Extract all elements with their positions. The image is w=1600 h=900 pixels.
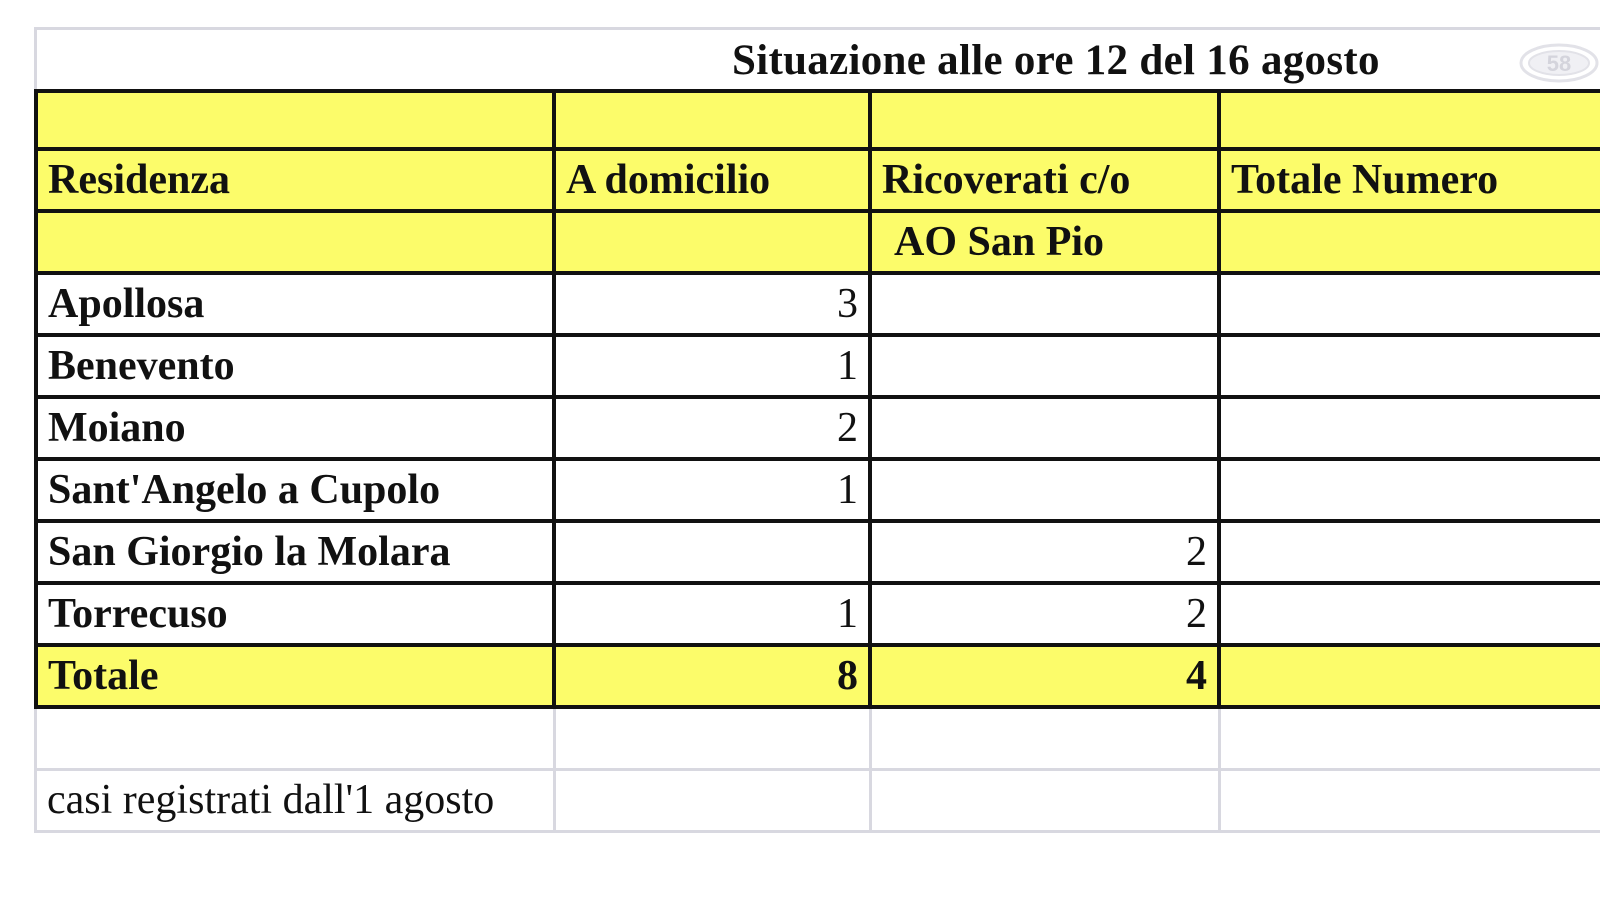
header-a-domicilio[interactable]: A domicilio	[556, 151, 872, 213]
header-cell-empty[interactable]	[34, 213, 556, 275]
table-row-totale[interactable]	[1221, 461, 1600, 523]
table-row-totale[interactable]	[1221, 585, 1600, 647]
header-totale-numero[interactable]: Totale Numero	[1221, 151, 1600, 213]
table-title: Situazione alle ore 12 del 16 agosto	[732, 37, 1380, 84]
table-row-ricoverati[interactable]: 2	[872, 523, 1221, 585]
totals-ricoverati[interactable]: 4	[872, 647, 1221, 709]
blank-header-cell[interactable]	[556, 89, 872, 151]
table-row-domicilio[interactable]: 3	[556, 275, 872, 337]
header-cell-empty[interactable]	[556, 213, 872, 275]
title-row	[34, 27, 1600, 89]
table-row-domicilio[interactable]: 1	[556, 461, 872, 523]
table-row-ricoverati[interactable]	[872, 399, 1221, 461]
empty-cell[interactable]	[556, 709, 872, 771]
table-row-totale[interactable]	[1221, 275, 1600, 337]
empty-cell[interactable]	[1221, 771, 1600, 833]
totals-label[interactable]: Totale	[34, 647, 556, 709]
table-row-residenza[interactable]: Torrecuso	[34, 585, 556, 647]
table-row-ricoverati[interactable]	[872, 275, 1221, 337]
table-row-domicilio[interactable]	[556, 523, 872, 585]
table-row-domicilio[interactable]: 1	[556, 337, 872, 399]
table-row-domicilio[interactable]: 2	[556, 399, 872, 461]
footer-note[interactable]: casi registrati dall'1 agosto	[34, 771, 556, 833]
channel-logo-icon	[1518, 41, 1600, 85]
header-cell-empty[interactable]	[1221, 213, 1600, 275]
svg-text:58: 58	[1546, 51, 1572, 76]
header-ricoverati[interactable]: Ricoverati c/o	[872, 151, 1221, 213]
empty-cell[interactable]	[34, 709, 556, 771]
totals-domicilio[interactable]: 8	[556, 647, 872, 709]
table-row-residenza[interactable]: Moiano	[34, 399, 556, 461]
table-row-domicilio[interactable]: 1	[556, 585, 872, 647]
spreadsheet-table	[34, 27, 1600, 833]
table-row-totale[interactable]	[1221, 523, 1600, 585]
empty-cell[interactable]	[556, 771, 872, 833]
empty-cell[interactable]	[872, 709, 1221, 771]
header-residenza[interactable]: Residenza	[34, 151, 556, 213]
table-row-totale[interactable]	[1221, 399, 1600, 461]
table-row-totale[interactable]	[1221, 337, 1600, 399]
table-row-ricoverati[interactable]	[872, 337, 1221, 399]
totals-totale[interactable]	[1221, 647, 1600, 709]
empty-cell[interactable]	[1221, 709, 1600, 771]
header-ao-san-pio[interactable]: AO San Pio	[872, 213, 1221, 275]
blank-header-cell[interactable]	[34, 89, 556, 151]
table-row-residenza[interactable]: Apollosa	[34, 275, 556, 337]
table-row-residenza[interactable]: Sant'Angelo a Cupolo	[34, 461, 556, 523]
blank-header-cell[interactable]	[872, 89, 1221, 151]
table-row-ricoverati[interactable]: 2	[872, 585, 1221, 647]
table-row-residenza[interactable]: San Giorgio la Molara	[34, 523, 556, 585]
blank-header-cell[interactable]	[1221, 89, 1600, 151]
empty-cell[interactable]	[872, 771, 1221, 833]
table-row-ricoverati[interactable]	[872, 461, 1221, 523]
table-row-residenza[interactable]: Benevento	[34, 337, 556, 399]
